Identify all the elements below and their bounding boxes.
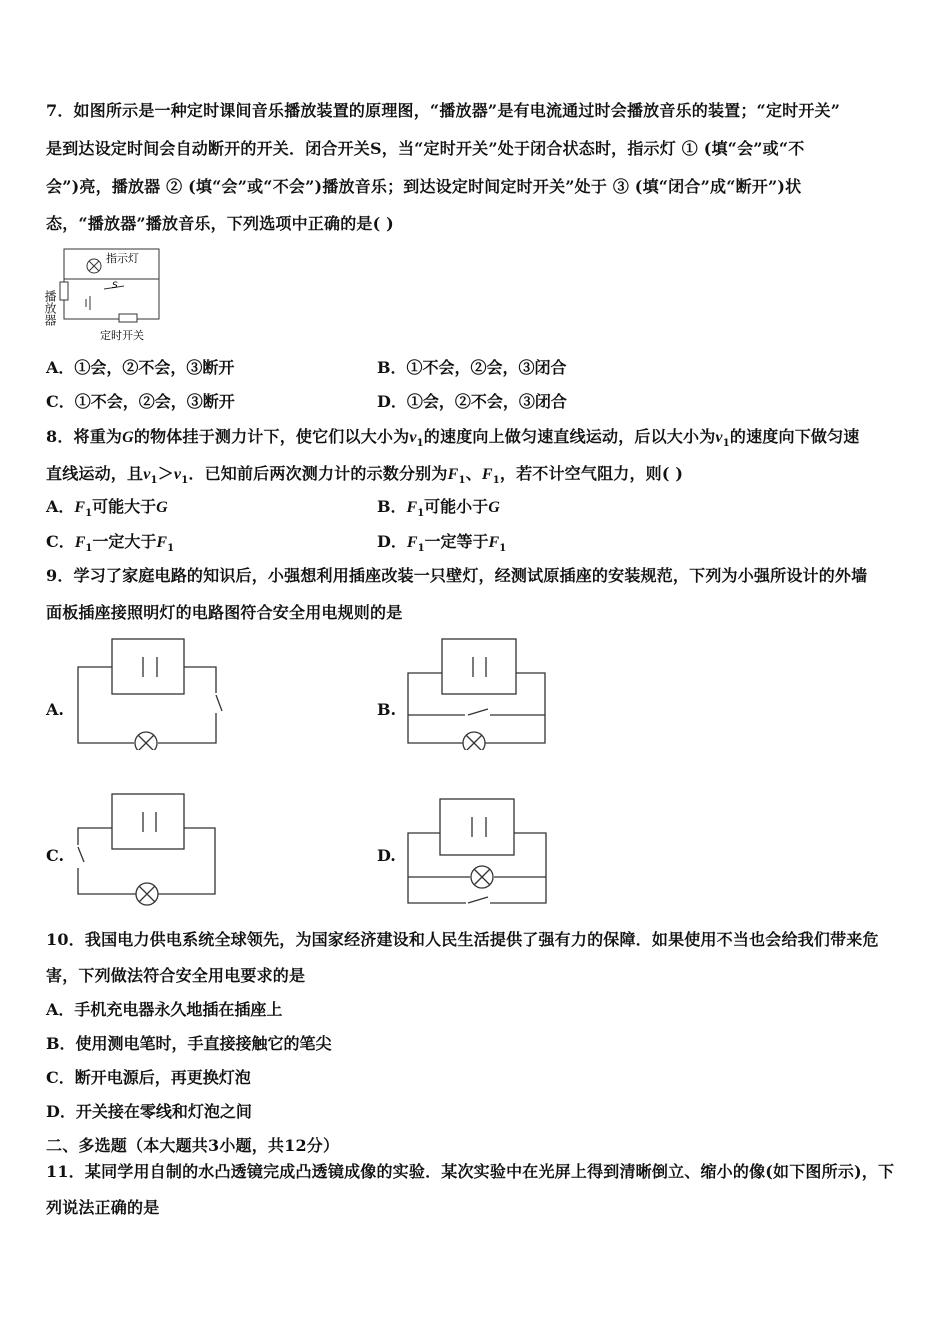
q7-line-3: 会”)亮，播放器 ② (填“会”或“不会”)播放音乐；到达设定时间定时开关”处于 ③ (填“闭合”成“断开”)状: [46, 177, 802, 196]
q8-line-2: 直线运动，且$v_1>v_1$．已知前后两次测力计的示数分别为$F_1$、$F_1$，若不计空气阻力，则( ): [46, 464, 684, 487]
q9-line-2: 面板插座接照明灯的电路图符合安全用电规则的是: [46, 603, 403, 622]
lamp-label: 指示灯: [106, 252, 139, 265]
player-label: 播放器: [43, 290, 57, 326]
q10-option-b[interactable]: B．使用测电笔时，手直接接触它的笔尖: [46, 1034, 332, 1053]
q7-option-b[interactable]: B．①不会，②会，③闭合: [377, 358, 567, 377]
q9-label-c[interactable]: C.: [46, 846, 65, 865]
section-heading: 二、多选题（本大题共3小题，共12分）: [46, 1136, 340, 1155]
q9-circuit-a: [70, 635, 230, 750]
q9-circuit-b: [400, 635, 555, 750]
q9-label-b[interactable]: B.: [377, 700, 397, 719]
q10-line-2: 害，下列做法符合安全用电要求的是: [46, 966, 306, 985]
q7-circuit-figure: [44, 244, 169, 344]
q9-circuit-d: [400, 795, 555, 910]
q7-option-d[interactable]: D．①会，②不会，③闭合: [377, 392, 567, 411]
q8-option-d[interactable]: D．$F_1$一定等于$F_1$: [377, 532, 507, 555]
q7-option-a[interactable]: A．①会，②不会，③断开: [46, 358, 235, 377]
q7-line-2: 是到达设定时间会自动断开的开关．闭合开关S，当“定时开关”处于闭合状态时，指示灯 ① (填“会”或“不: [46, 139, 805, 158]
q8-line-1: 8．将重为G的物体挂于测力计下，使它们以大小为$v_1$的速度向上做匀速直线运动，后以大小为$v_1$的速度向下做匀速: [46, 427, 860, 450]
q7-line-4: 态，“播放器”播放音乐，下列选项中正确的是( ): [46, 214, 394, 233]
q11-line-2: 列说法正确的是: [46, 1198, 160, 1217]
q9-label-d[interactable]: D.: [377, 846, 396, 865]
timer-label: 定时开关: [100, 329, 144, 342]
q8-option-a[interactable]: A．$F_1$可能大于G: [46, 497, 168, 520]
q8-option-c[interactable]: C．$F_1$一定大于$F_1$: [46, 532, 175, 555]
q9-line-1: 9．学习了家庭电路的知识后，小强想利用插座改装一只壁灯，经测试原插座的安装规范，下列为小强所设计的外墙: [46, 566, 868, 585]
q10-option-d[interactable]: D．开关接在零线和灯泡之间: [46, 1102, 252, 1121]
q7-option-c[interactable]: C．①不会，②会，③断开: [46, 392, 235, 411]
q7-line-1: 7．如图所示是一种定时课间音乐播放装置的原理图，“播放器”是有电流通过时会播放音乐的装置；“定时开关”: [46, 101, 841, 120]
q10-line-1: 10．我国电力供电系统全球领先，为国家经济建设和人民生活提供了强有力的保障．如果使用不当也会给我们带来危: [46, 930, 879, 949]
q10-option-c[interactable]: C．断开电源后，再更换灯泡: [46, 1068, 251, 1087]
q9-circuit-c: [70, 790, 225, 910]
q10-option-a[interactable]: A．手机充电器永久地插在插座上: [46, 1000, 283, 1019]
switch-label: S: [112, 281, 118, 291]
q8-option-b[interactable]: B．$F_1$可能小于G: [377, 497, 500, 520]
q11-line-1: 11．某同学用自制的水凸透镜完成凸透镜成像的实验．某次实验中在光屏上得到清晰倒立、缩小的像(如下图所示)，下: [46, 1162, 895, 1181]
q9-label-a[interactable]: A.: [46, 700, 64, 719]
